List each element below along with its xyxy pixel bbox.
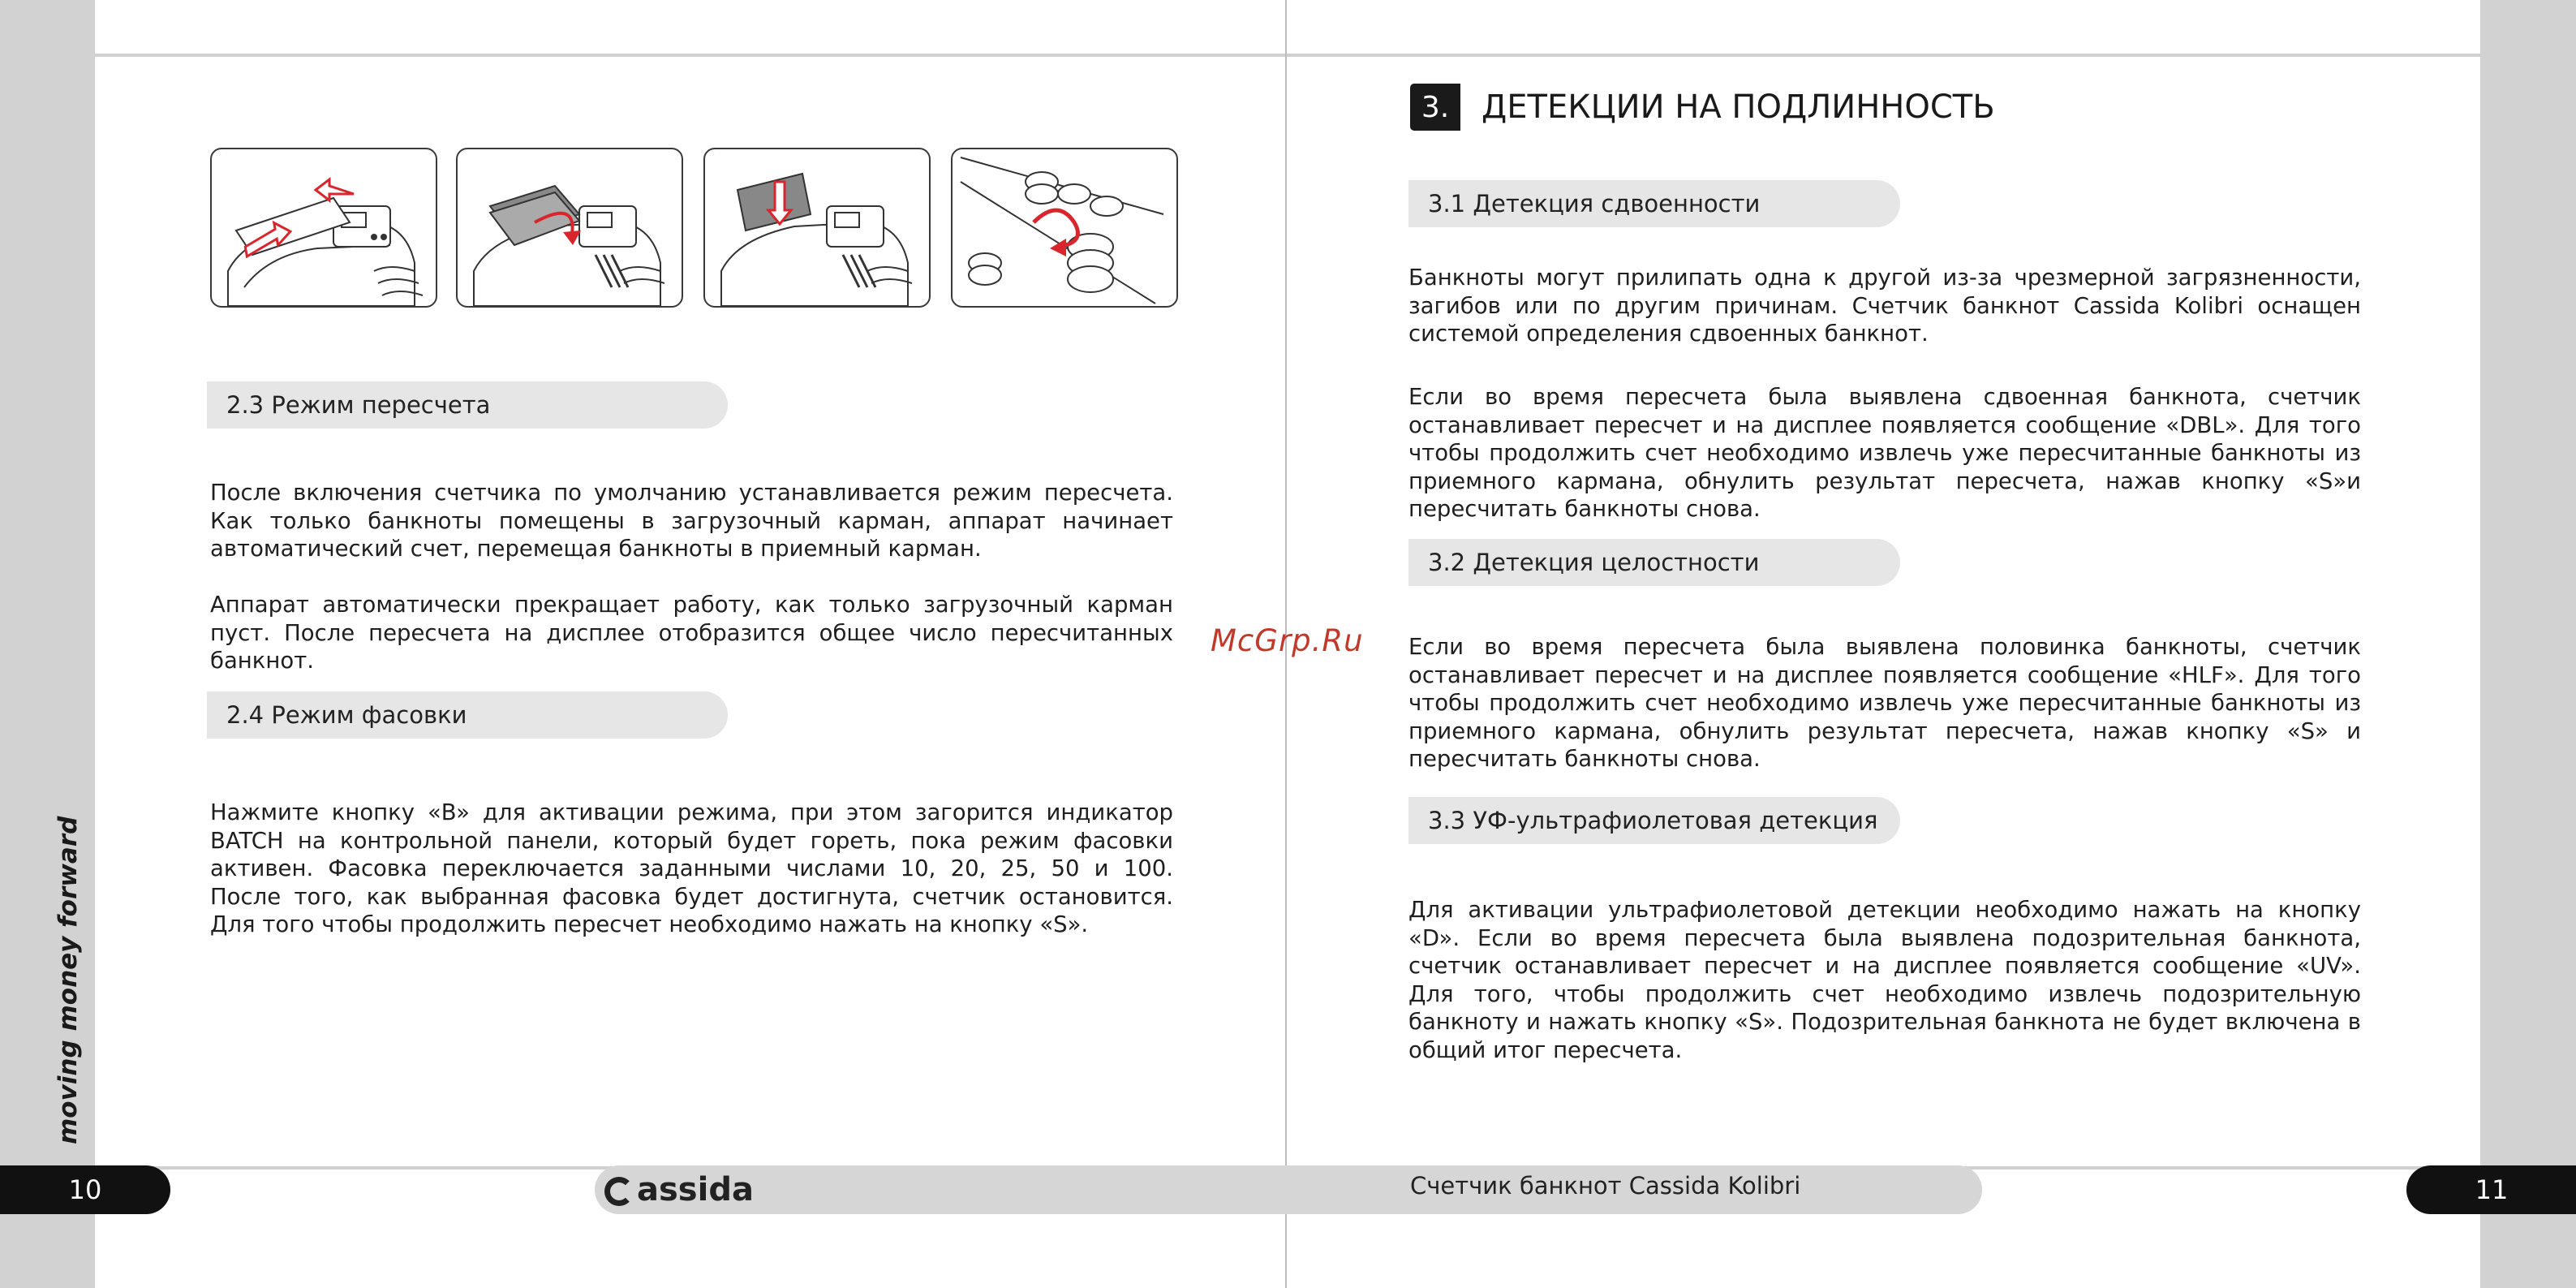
cassida-logo	[604, 1169, 754, 1211]
loading-banknotes-image	[210, 148, 437, 308]
cassida-logo-icon	[604, 1177, 634, 1206]
section-3-1-heading	[1408, 180, 1900, 227]
section-2-4-heading	[207, 691, 728, 739]
section-3-3-paragraph: Для активации ультрафиолетовой детекции необходимо нажать на кнопку «D». Если во время пересчета была выявлена подозрительная банкнота, счетчик останавливает пересчет и на дисплее появляется сообщение «UV». Для того, чтобы продолжить счет необходимо извлечь подозрительную банкноту и нажать кнопку «S». Подозрительная банкнота не будет включена в общий итог пересчета.	[1408, 897, 2361, 1063]
section-2-3-heading	[207, 381, 728, 429]
section-3-1-title: 3.1 Детекция сдвоенности	[1428, 190, 1761, 218]
section-2-4-title: 2.4 Режим фасовки	[226, 701, 467, 729]
side-slogan: moving money forward	[54, 816, 83, 1144]
section-3-2-heading	[1408, 539, 1900, 586]
logo-text: assida	[637, 1171, 754, 1208]
footer-product-name: Счетчик банкнот Cassida Kolibri	[1410, 1172, 1801, 1200]
header-rule	[95, 54, 2480, 57]
page-number-right: 11	[2406, 1165, 2576, 1214]
pressing-banknotes-image	[703, 148, 931, 308]
section-2-4-paragraph: Нажмите кнопку «B» для активации режима, при этом загорится индикатор BATCH на контрольной панели, который будет гореть, пока режим фасовки активен. Фасовка переключается заданными числами 10, 20, 25, 50 и 100. После того, как выбранная фасовка будет достигнута, счетчик остановится. Для того чтобы продолжить пересчет необходимо нажать на кнопку «S».	[210, 799, 1173, 937]
section-3-1-paragraph-1: Банкноты могут прилипать одна к другой из-за чрезмерной загрязненности, загибов или по другим причинам. Счетчик банкнот Cassida Kolibri оснащен системой определения сдвоенных банкнот.	[1408, 265, 2361, 347]
section-3-2-paragraph: Если во время пересчета была выявлена половинка банкноты, счетчик останавливает пересчет и на дисплее появляется сообщение «HLF». Для того чтобы продолжить счет необходимо извлечь уже пересчитанные банкноты из приемного кармана, обнулить результат пересчета, нажав кнопку «S» и пересчитать банкноты снова.	[1408, 634, 2361, 772]
watermark: McGrp.Ru	[1211, 623, 1364, 658]
section-3-title: ДЕТЕКЦИИ НА ПОДЛИННОСТЬ	[1482, 88, 1995, 126]
inserting-banknotes-image	[456, 148, 683, 308]
section-2-3-paragraph-2: Аппарат автоматически прекращает работу, как только загрузочный карман пуст. После пересчета на дисплее отобразится общее число пересчитанных банкнот.	[210, 592, 1173, 674]
section-3-1-paragraph-2: Если во время пересчета была выявлена сдвоенная банкнота, счетчик останавливает пересчет и на дисплее появляется сообщение «DBL». Для того чтобы продолжить счет необходимо извлечь уже пересчитанные банкноты из приемного кармана, обнулить результат пересчета, нажав кнопку «S»и пересчитать банкноты снова.	[1408, 384, 2361, 522]
section-3-3-title: 3.3 УФ-ультрафиолетовая детекция	[1428, 807, 1878, 834]
section-3-3-heading	[1408, 797, 1900, 844]
section-2-3-paragraph-1: После включения счетчика по умолчанию устанавливается режим пересчета. Как только банкноты помещены в загрузочный карман, аппарат начинает автоматический счет, перемещая банкноты в приемный карман.	[210, 480, 1173, 562]
section-3-2-title: 3.2 Детекция целостности	[1428, 549, 1760, 576]
section-2-3-title: 2.3 Режим пересчета	[226, 391, 491, 419]
rollers-mechanism-image	[951, 148, 1178, 308]
page-number-left: 10	[0, 1165, 170, 1214]
right-page-margin	[2480, 0, 2576, 1288]
section-3-number: 3.	[1410, 84, 1460, 131]
section-3-heading	[1410, 84, 1995, 131]
